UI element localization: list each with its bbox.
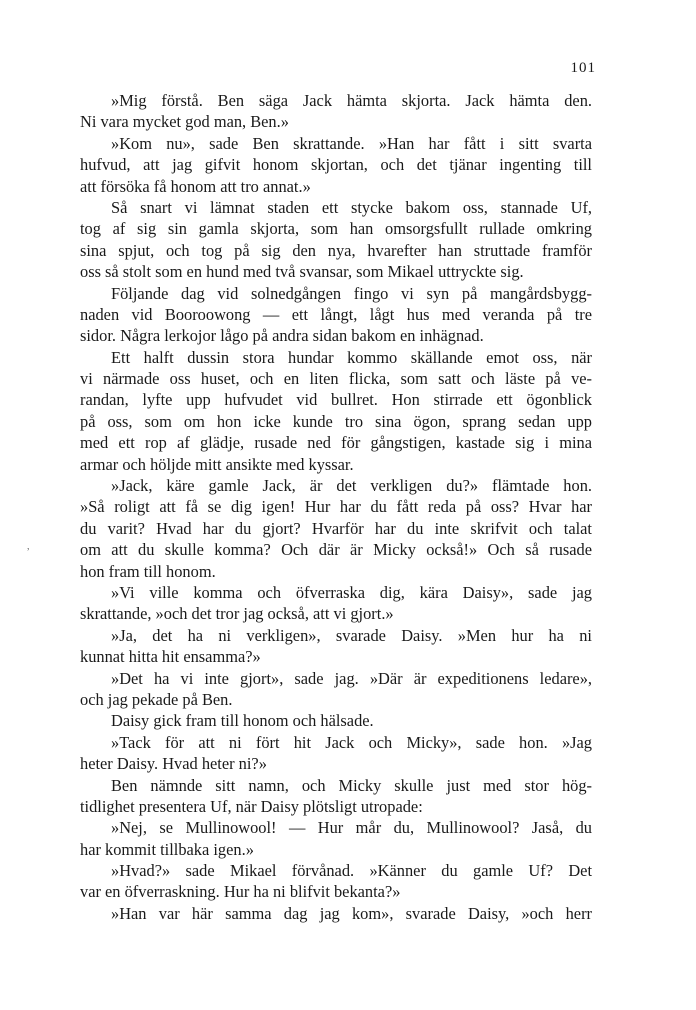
- text-line: »Vi ville komma och öfverraska dig, kära Daisy», sade jag: [111, 582, 592, 602]
- text-line: hon fram till honom.: [80, 561, 216, 581]
- text-line: att försöka få honom att tro annat.»: [80, 176, 311, 196]
- text-line: skrattande, »och det tror jag också, att vi gjort.»: [80, 604, 394, 624]
- text-line: på oss, som om hon icke kunde tro sina ögon, sprang sedan upp: [80, 411, 592, 431]
- text-line: Så snart vi lämnat staden ett stycke bakom oss, stannade Uf,: [111, 197, 592, 217]
- text-line: naden vid Booroowong — ett långt, lågt hus med veranda på tre: [80, 304, 592, 324]
- text-line: armar och höljde mitt ansikte med kyssar.: [80, 454, 354, 474]
- text-line: »Tack för att ni fört hit Jack och Micky», sade hon. »Jag: [111, 732, 592, 752]
- text-line: och jag pekade på Ben.: [80, 689, 233, 709]
- text-line: med ett rop af glädje, rusade ned för gångstigen, kastade sig i mina: [80, 433, 592, 453]
- text-line: Följande dag vid solnedgången fingo vi syn på mangårdsbygg-: [111, 283, 592, 303]
- text-line: »Mig förstå. Ben säga Jack hämta skjorta. Jack hämta den.: [111, 91, 592, 110]
- text-line: om att du skulle komma? Och där är Micky också!» Och så rusade: [80, 540, 592, 560]
- text-line: kunnat hitta hit ensamma?»: [80, 647, 261, 667]
- text-line: »Nej, se Mullinowool! — Hur mår du, Mullinowool? Jaså, du: [111, 818, 592, 838]
- text-line: Daisy gick fram till honom och hälsade.: [111, 711, 374, 731]
- text-line: Ett halft dussin stora hundar kommo skällande emot oss, när: [111, 347, 592, 367]
- text-line: var en öfverraskning. Hur ha ni blifvit bekanta?»: [80, 882, 401, 902]
- text-line: har kommit tillbaka igen.»: [80, 839, 254, 859]
- text-line: »Ja, det ha ni verkligen», svarade Daisy. »Men hur ha ni: [111, 625, 592, 645]
- text-line: du varit? Hvad har du gjort? Hvarför har du inte skrifvit och talat: [80, 518, 592, 538]
- text-line: vi närmade oss huset, och en liten flicka, som satt och läste på ve-: [80, 369, 592, 389]
- text-line: »Jack, käre gamle Jack, är det verkligen du?» flämtade hon.: [111, 476, 592, 496]
- text-line: »Han var här samma dag jag kom», svarade Daisy, »och herr: [111, 903, 592, 923]
- text-line: hufvud, att jag gifvit honom skjortan, och det tjänar ingenting till: [80, 155, 592, 175]
- text-line: tidlighet presentera Uf, när Daisy plötsligt utropade:: [80, 796, 423, 816]
- page-number: 101: [570, 60, 596, 76]
- text-line: heter Daisy. Hvad heter ni?»: [80, 754, 267, 774]
- text-line: Ben nämnde sitt namn, och Micky skulle just med stor hög-: [111, 775, 592, 795]
- text-line: oss så stolt som en hund med två svansar, som Mikael uttryckte sig.: [80, 262, 524, 282]
- margin-speck: ,: [27, 541, 30, 552]
- text-line: »Det ha vi inte gjort», sade jag. »Där är expeditionens ledare»,: [111, 668, 592, 688]
- text-line: randan, lyfte upp hufvudet vid bullret. Hon stirrade ett ögonblick: [80, 390, 592, 410]
- text-line: »Hvad?» sade Mikael förvånad. »Känner du gamle Uf? Det: [111, 861, 592, 881]
- text-line: »Så roligt att få se dig igen! Hur har du fått reda på oss? Hvar har: [80, 497, 592, 517]
- text-line: sidor. Några lerkojor lågo på andra sidan bakom en inhägnad.: [80, 326, 484, 346]
- text-line: »Kom nu», sade Ben skrattande. »Han har fått i sitt svarta: [111, 133, 592, 153]
- body-text: [80, 90, 592, 924]
- text-line: sina spjut, och tog på sig den nya, hvarefter han struttade framför: [80, 240, 592, 260]
- text-line: Ni vara mycket god man, Ben.»: [80, 112, 289, 132]
- text-line: tog af sig sin gamla skjorta, som han omsorgsfullt rullade omkring: [80, 219, 592, 239]
